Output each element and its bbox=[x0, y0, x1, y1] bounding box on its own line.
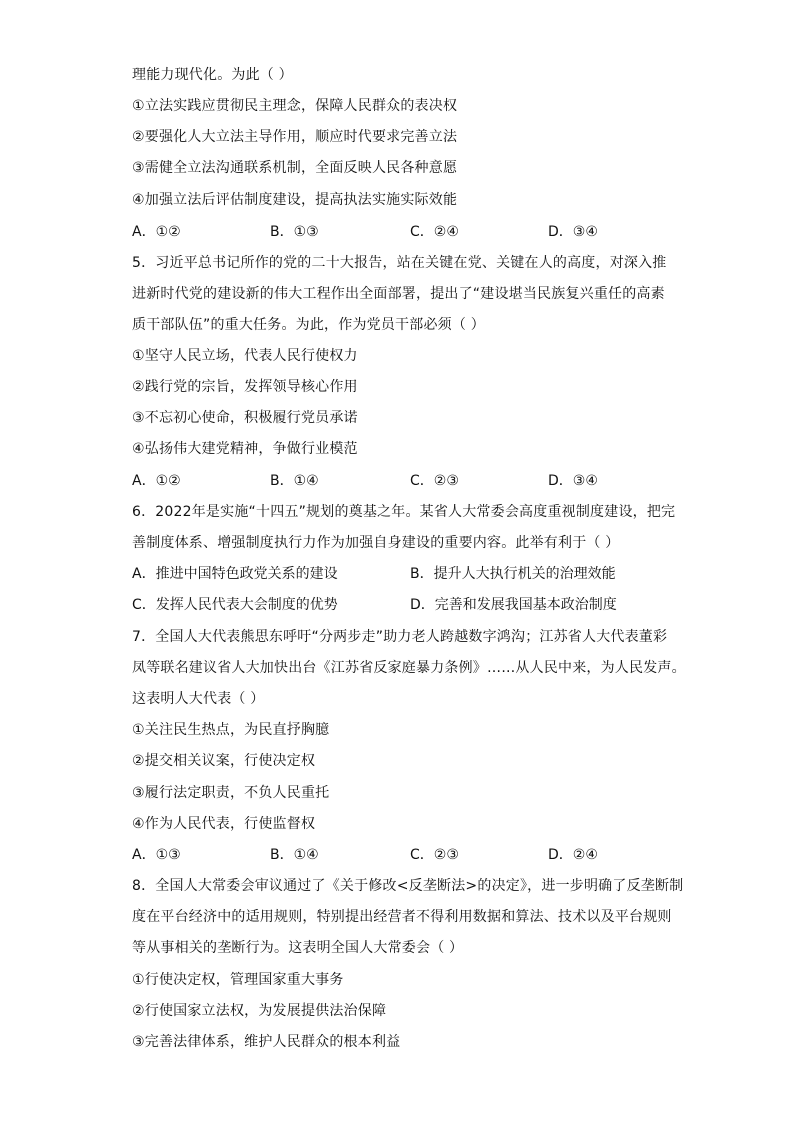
option-d: D．完善和发展我国基本政治制度 bbox=[410, 597, 617, 613]
choice-item: ③不忘初心使命，积极履行党员承诺 bbox=[132, 410, 358, 426]
question-7-stem-line: 7．全国人大代表熊思东呼吁“分两步走”助力老人跨越数字鸿沟；江苏省人大代表董彩 bbox=[132, 629, 668, 645]
answer-options bbox=[132, 222, 652, 242]
question-7-stem-line: 凤等联名建议省人大加快出台《江苏省反家庭暴力条例》……从人民中来，为人民发声。 bbox=[132, 660, 686, 676]
choice-item: ①立法实践应贯彻民主理念，保障人民群众的表决权 bbox=[132, 98, 458, 114]
choice-item: ④作为人民代表，行使监督权 bbox=[132, 816, 316, 832]
option-a: A．①② bbox=[132, 473, 181, 489]
question-8-stem-line: 8．全国人大常委会审议通过了《关于修改<反垄断法>的决定》，进一步明确了反垄断制 bbox=[132, 878, 684, 894]
choice-item: ④弘扬伟大建党精神，争做行业模范 bbox=[132, 441, 358, 457]
choice-item: ③需健全立法沟通联系机制，全面反映人民各种意愿 bbox=[132, 160, 458, 176]
option-c: C．发挥人民代表大会制度的优势 bbox=[132, 597, 338, 613]
choice-item: ①关注民生热点，为民直抒胸臆 bbox=[132, 722, 330, 738]
choice-item: ②要强化人大立法主导作用，顺应时代要求完善立法 bbox=[132, 129, 458, 145]
answer-options bbox=[132, 595, 652, 615]
question-stem: 理能力现代化。为此（ ） bbox=[132, 67, 293, 83]
question-8-stem-line: 度在平台经济中的适用规则，特别提出经营者不得利用数据和算法、技术以及平台规则 bbox=[132, 909, 672, 925]
option-b: B．①④ bbox=[270, 847, 319, 863]
option-b: B．①③ bbox=[270, 224, 319, 240]
option-a: A．推进中国特色政党关系的建设 bbox=[132, 566, 338, 582]
option-a: A．①③ bbox=[132, 847, 181, 863]
answer-options bbox=[132, 564, 652, 584]
choice-item: ②提交相关议案，行使决定权 bbox=[132, 753, 316, 769]
choice-item: ④加强立法后评估制度建设，提高执法实施实际效能 bbox=[132, 192, 458, 208]
choice-item: ①坚守人民立场，代表人民行使权力 bbox=[132, 348, 358, 364]
choice-item: ①行使决定权，管理国家重大事务 bbox=[132, 972, 344, 988]
option-b: B．①④ bbox=[270, 473, 319, 489]
answer-options bbox=[132, 845, 652, 865]
option-c: C．②③ bbox=[410, 473, 459, 489]
option-d: D．②④ bbox=[548, 847, 598, 863]
choice-item: ③完善法律体系，维护人民群众的根本利益 bbox=[132, 1034, 401, 1050]
question-5-stem-line: 质干部队伍”的重大任务。为此，作为党员干部必须（ ） bbox=[132, 317, 485, 333]
option-d: D．③④ bbox=[548, 473, 598, 489]
choice-item: ②践行党的宗旨，发挥领导核心作用 bbox=[132, 379, 358, 395]
question-8-stem-line: 等从事相关的垄断行为。这表明全国人大常委会（ ） bbox=[132, 940, 464, 956]
question-5-stem-line: 进新时代党的建设新的伟大工程作出全面部署，提出了“建设堪当民族复兴重任的高素 bbox=[132, 286, 665, 302]
choice-item: ③履行法定职责，不负人民重托 bbox=[132, 785, 330, 801]
choice-item: ②行使国家立法权，为发展提供法治保障 bbox=[132, 1003, 387, 1019]
option-b: B．提升人大执行机关的治理效能 bbox=[410, 566, 616, 582]
option-c: C．②④ bbox=[410, 224, 459, 240]
question-6-stem-line: 6．2022年是实施“十四五”规划的奠基之年。某省人大常委会高度重视制度建设，把完 bbox=[132, 504, 676, 520]
question-6-stem-line: 善制度体系、增强制度执行力作为加强自身建设的重要内容。此举有利于（ ） bbox=[132, 535, 620, 551]
question-7-stem-line: 这表明人大代表（ ） bbox=[132, 691, 265, 707]
option-d: D．③④ bbox=[548, 224, 598, 240]
question-5-stem-line: 5．习近平总书记所作的党的二十大报告，站在关键在党、关键在人的高度，对深入推 bbox=[132, 255, 667, 271]
answer-options bbox=[132, 471, 652, 491]
option-a: A．①② bbox=[132, 224, 181, 240]
option-c: C．②③ bbox=[410, 847, 459, 863]
